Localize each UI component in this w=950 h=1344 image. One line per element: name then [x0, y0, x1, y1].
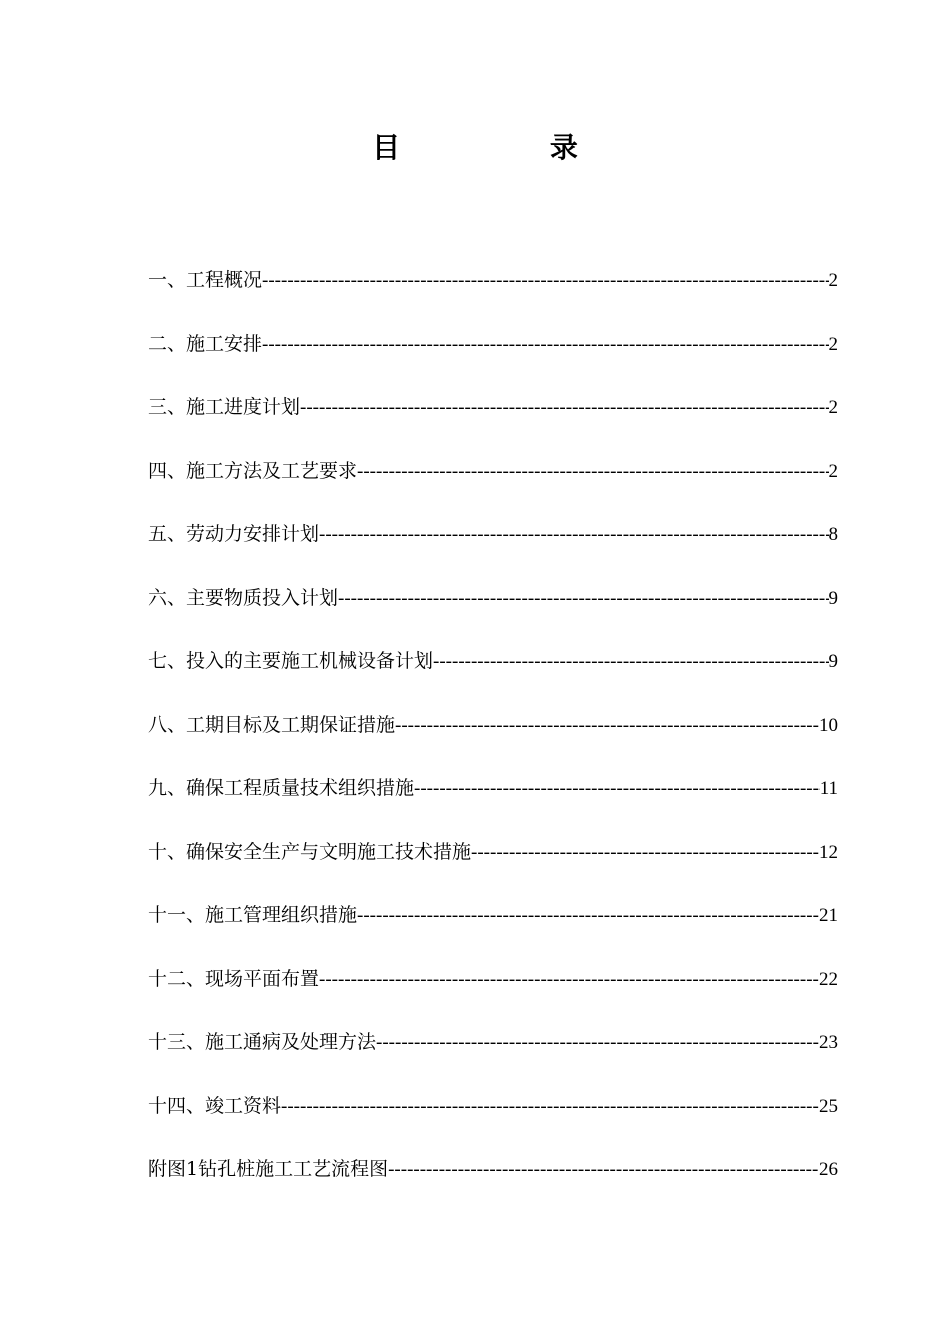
toc-dot-leader [471, 831, 819, 875]
toc-entry-page: 2 [828, 460, 838, 482]
toc-entry[interactable] [148, 1020, 838, 1084]
toc-dot-leader [357, 450, 828, 494]
toc-dot-leader [319, 513, 828, 557]
toc-entry-page: 8 [828, 524, 838, 545]
toc-dot-leader [300, 386, 828, 430]
toc-entry-label: 五、劳动力安排计划 [148, 523, 320, 545]
page-title: 目 录 [372, 131, 578, 164]
toc-entry[interactable] [148, 512, 838, 576]
toc-entry[interactable] [148, 258, 838, 322]
toc-entry[interactable] [148, 1147, 838, 1211]
toc-dot-leader [414, 767, 820, 811]
toc-entry-page: 11 [819, 778, 838, 799]
toc-dot-leader [376, 1021, 819, 1065]
toc-entry-label: 二、施工安排 [148, 332, 263, 355]
toc-entry-page: 2 [828, 270, 838, 291]
toc-entry-label: 十一、施工管理组织措施 [148, 904, 358, 926]
toc-dot-leader [262, 323, 828, 367]
toc-dot-leader [281, 1085, 819, 1129]
toc-entry-label: 六、主要物质投入计划 [148, 586, 339, 609]
toc-dot-leader [319, 958, 819, 1002]
toc-entry-label: 一、工程概况 [148, 269, 263, 291]
toc-entry-label: 十、确保安全生产与文明施工技术措施 [148, 840, 472, 863]
toc-entry-page: 23 [819, 1032, 838, 1053]
toc-entry[interactable] [148, 449, 838, 513]
toc-entry-page: 9 [828, 587, 838, 609]
toc-entry[interactable] [148, 957, 838, 1021]
toc-entry-label: 八、工期目标及工期保证措施 [148, 713, 396, 736]
toc-entry-page: 22 [819, 968, 838, 990]
toc-entry-label: 七、投入的主要施工机械设备计划 [148, 650, 434, 672]
toc-entry[interactable] [148, 830, 838, 894]
toc-entry-page: 25 [819, 1095, 838, 1117]
toc-entry[interactable] [148, 703, 838, 767]
toc-entry-label: 十二、现场平面布置 [148, 967, 320, 990]
toc-entry[interactable] [148, 639, 838, 703]
toc-dot-leader [395, 704, 819, 748]
toc-dot-leader [357, 894, 819, 938]
toc-entry[interactable] [148, 1084, 838, 1148]
toc-entry-page: 26 [819, 1159, 838, 1180]
toc-dot-leader [338, 577, 828, 621]
toc-entry[interactable] [148, 385, 838, 449]
toc-entry-label: 四、施工方法及工艺要求 [148, 459, 358, 482]
table-of-contents [148, 258, 838, 1211]
toc-entry-page: 10 [819, 714, 838, 736]
toc-entry[interactable] [148, 893, 838, 957]
toc-dot-leader [388, 1148, 819, 1192]
toc-entry-label: 附图1钻孔桩施工工艺流程图 [148, 1158, 389, 1180]
toc-entry-label: 十三、施工通病及处理方法 [148, 1031, 377, 1053]
toc-entry[interactable] [148, 576, 838, 640]
toc-dot-leader [433, 640, 828, 684]
toc-entry-page: 21 [819, 905, 838, 926]
toc-entry-page: 2 [828, 397, 838, 418]
toc-entry-label: 三、施工进度计划 [148, 396, 301, 418]
toc-entry-label: 九、确保工程质量技术组织措施 [148, 777, 415, 799]
toc-dot-leader [262, 259, 828, 303]
toc-entry[interactable] [148, 766, 838, 830]
toc-entry-page: 9 [828, 651, 838, 672]
toc-entry-page: 2 [828, 333, 838, 355]
toc-entry[interactable] [148, 322, 838, 386]
toc-entry-page: 12 [819, 841, 838, 863]
toc-entry-label: 十四、竣工资料 [148, 1094, 282, 1117]
